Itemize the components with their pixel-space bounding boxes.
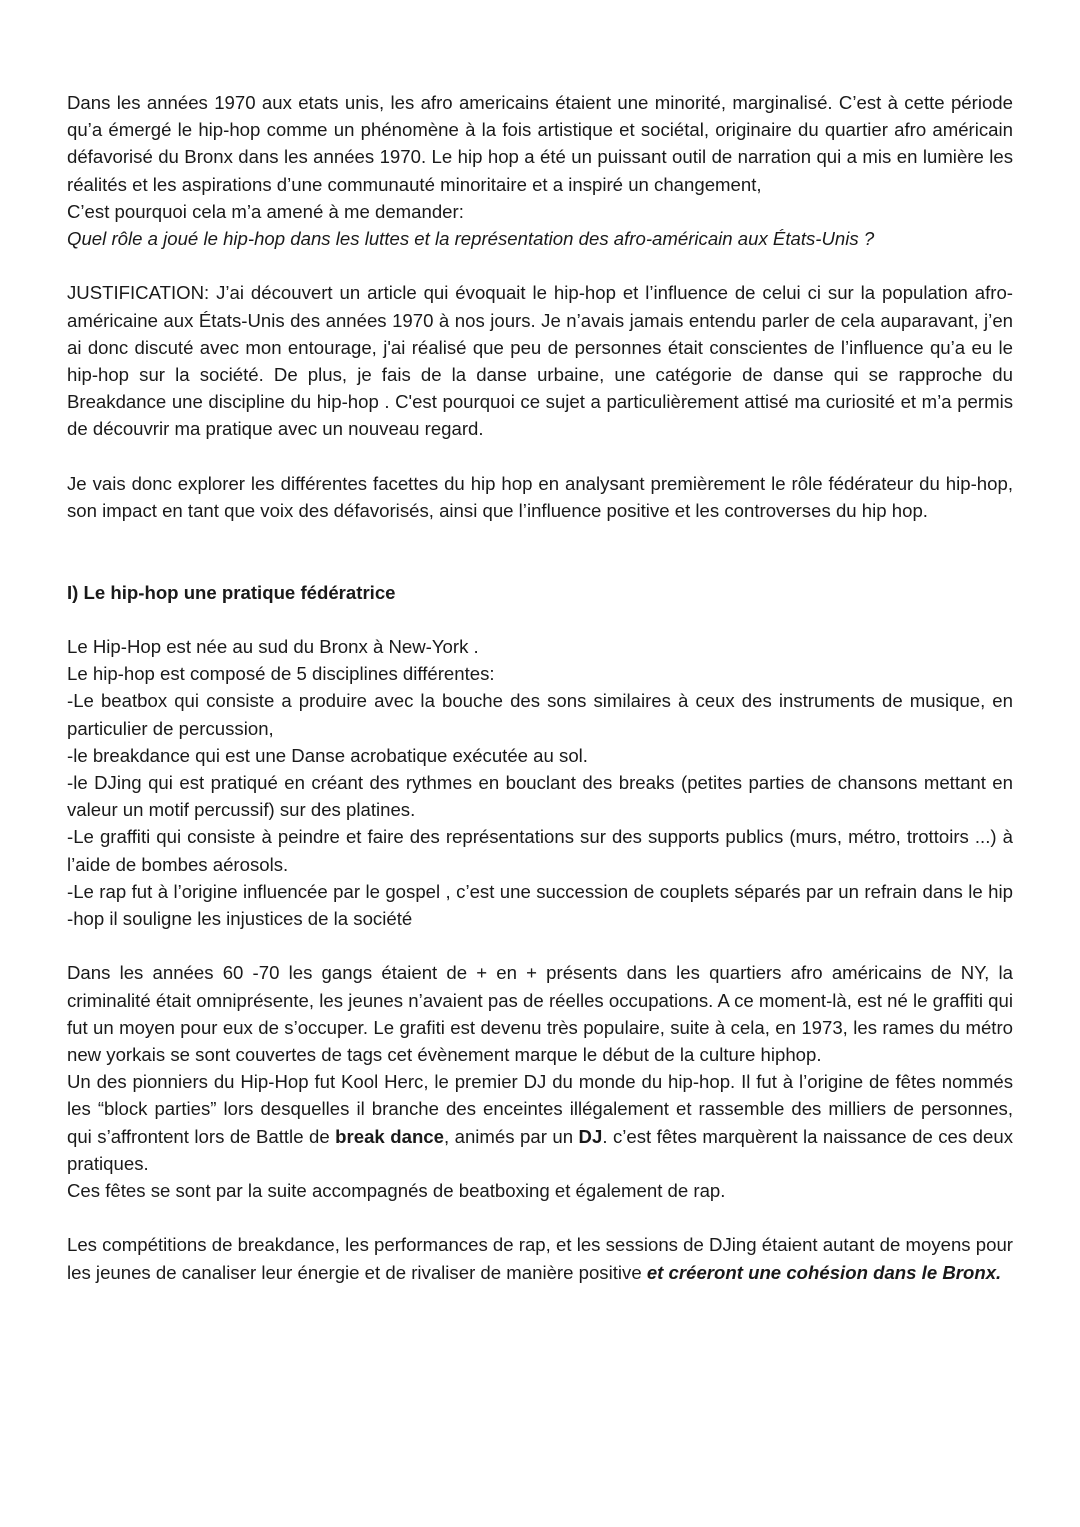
intro-paragraph: Dans les années 1970 aux etats unis, les afro americains étaient une minorité, marginalisé. C’est à cette période qu’a émergé le hip-hop comme un phénomène à la fois artistique et sociétal, originaire du quartier afro américain défavorisé du Bronx dans les années 1970. Le hip hop a été un puissant outil de narration qui a mis en lumière les réalités et les aspirations d’une communauté minoritaire et a inspiré un changement, — [67, 92, 1013, 195]
kool-herc-paragraph — [67, 1068, 1013, 1177]
discipline-item: -Le beatbox qui consiste a produire avec la bouche des sons similaires à ceux des instruments de musique, en particulier de percussion, — [67, 690, 1013, 739]
discipline-item: -Le rap fut à l’origine influencée par le gospel , c’est une succession de couplets séparés par un refrain dans le hip -hop il souligne les injustices de la société — [67, 880, 1013, 930]
origin-line: Le Hip-Hop est née au sud du Bronx à New-York . — [67, 636, 479, 657]
discipline-item: -le breakdance qui est une Danse acrobatique exécutée au sol. — [67, 744, 588, 766]
justification-paragraph: JUSTIFICATION: J’ai découvert un article qui évoquait le hip-hop et l’influence de celui ci sur la population afro-américaine aux États-Unis des années 1970 à nos jours. Je n’avais jamais entendu parler de cela auparavant, j’en ai donc discuté avec mon entourage, j'ai réalisé que peu de personnes était conscientes de l’influence qu’a eu le hip-hop sur la société. De plus, je fais de la danse urbaine, une catégorie de danse qui se rapproche du Breakdance une discipline du hip-hop . C'est pourquoi ce sujet a particulièrement attisé ma curiosité et m’a permis de découvrir ma pratique avec un nouveau regard. — [67, 282, 1013, 440]
competitions-text: Les compétitions de breakdance, les performances de rap, et les sessions de DJing étaient autant de moyens pour les jeunes de canaliser leur énergie et de rivaliser de manière positive — [67, 1234, 1013, 1283]
plan-paragraph: Je vais donc explorer les différentes facettes du hip hop en analysant premièrement le rôle fédérateur du hip-hop, son impact en tant que voix des défavorisés, ainsi que l’influence positive et les controverses du hip hop. — [67, 472, 1013, 522]
kool-herc-text-2: , animés par un — [443, 1125, 579, 1147]
intro-lead: C’est pourquoi cela m’a amené à me demander: — [67, 200, 464, 222]
discipline-item: -Le graffiti qui consiste à peindre et faire des représentations sur des supports publics (murs, métro, trottoirs ...) à l’aide de bombes aérosols. — [67, 826, 1013, 875]
kool-herc-text-3: . c’est fêtes marquèrent la naissance de ces deux pratiques. — [67, 1125, 1013, 1174]
kool-herc-emphasis-dj: DJ — [578, 1125, 603, 1147]
discipline-item: -le DJing qui est pratiqué en créant des rythmes en bouclant des breaks (petites parties de chansons mettant en valeur un motif percussif) sur des platines. — [67, 772, 1013, 821]
section-heading: I) Le hip-hop une pratique fédératrice — [67, 581, 396, 603]
parties-paragraph: Ces fêtes se sont par la suite accompagnés de beatboxing et également de rap. — [67, 1180, 726, 1202]
document-page — [67, 89, 1013, 1286]
gangs-paragraph: Dans les années 60 -70 les gangs étaient de + en + présents dans les quartiers afro américains de NY, la criminalité était omniprésente, les jeunes n’avaient pas de réelles occupations. A ce moment-là, est né le graffiti qui fut un moyen pour eux de s’occuper. Le grafiti est devenu très populaire, suite à cela, en 1973, les rames du métro new yorkais se sont couvertes de tags cet évènement marque le début de la culture hiphop. — [67, 962, 1013, 1066]
disciplines-intro: Le hip-hop est composé de 5 disciplines différentes: — [67, 663, 495, 685]
competitions-emphasis: et créeront une cohésion dans le Bronx. — [646, 1261, 1002, 1283]
kool-herc-text: Un des pionniers du Hip-Hop fut Kool Herc, le premier DJ du monde du hip-hop. Il fut à l’origine de fêtes nommés les “block parties” lors desquelles il branche des enceintes illégalement et rassemble des milliers de personnes, qui s’affrontent lors de Battle de — [67, 1071, 1013, 1147]
competitions-paragraph — [67, 1231, 1013, 1285]
kool-herc-emphasis-breakdance: break dance — [335, 1125, 444, 1147]
research-question: Quel rôle a joué le hip-hop dans les luttes et la représentation des afro-américain aux États-Unis ? — [67, 228, 875, 250]
